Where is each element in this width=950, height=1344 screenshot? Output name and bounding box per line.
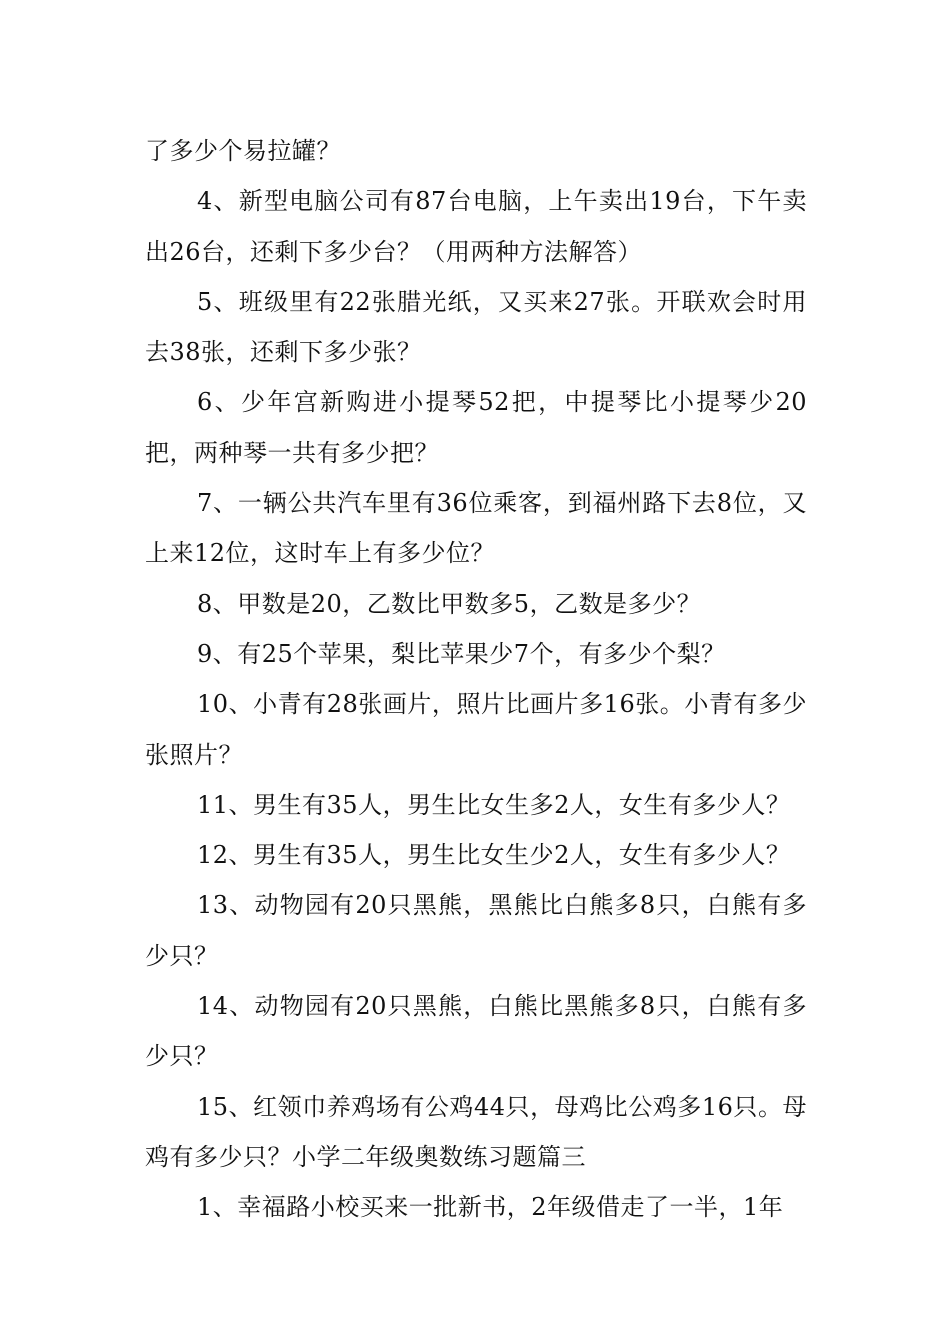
question-13: 13、动物园有20只黑熊，黑熊比白熊多8只，白熊有多少只？ [145,891,807,970]
question-6: 6、少年宫新购进小提琴52把，中提琴比小提琴少20把，两种琴一共有多少把？ [145,388,807,467]
paragraph-continuation: 了多少个易拉罐？ [145,137,341,165]
question-4: 4、新型电脑公司有87台电脑，上午卖出19台，下午卖出26台，还剩下多少台？（用两种方法解答） [145,187,807,266]
question-9: 9、有25个苹果，梨比苹果少7个，有多少个梨？ [197,639,726,668]
document-page [145,126,807,1233]
section-3-question-1: 1、幸福路小校买来一批新书，2年级借走了一半，1年 [197,1193,784,1222]
question-5: 5、班级里有22张腊光纸，又买来27张。开联欢会时用去38张，还剩下多少张？ [145,287,807,367]
question-12: 12、男生有35人，男生比女生少2人，女生有多少人？ [197,841,791,870]
question-15: 15、红领巾养鸡场有公鸡44只，母鸡比公鸡多16只。母鸡有多少只？小学二年级奥数练习题篇三 [145,1092,807,1171]
question-10: 10、小青有28张画片，照片比画片多16张。小青有多少张照片？ [145,690,807,769]
question-11: 11、男生有35人，男生比女生多2人，女生有多少人？ [197,790,791,819]
question-7: 7、一辆公共汽车里有36位乘客，到福州路下去8位，又上来12位，这时车上有多少位？ [145,489,807,568]
question-14: 14、动物园有20只黑熊，白熊比黑熊多8只，白熊有多少只？ [145,992,807,1071]
question-8: 8、甲数是20，乙数比甲数多5，乙数是多少？ [197,589,702,618]
